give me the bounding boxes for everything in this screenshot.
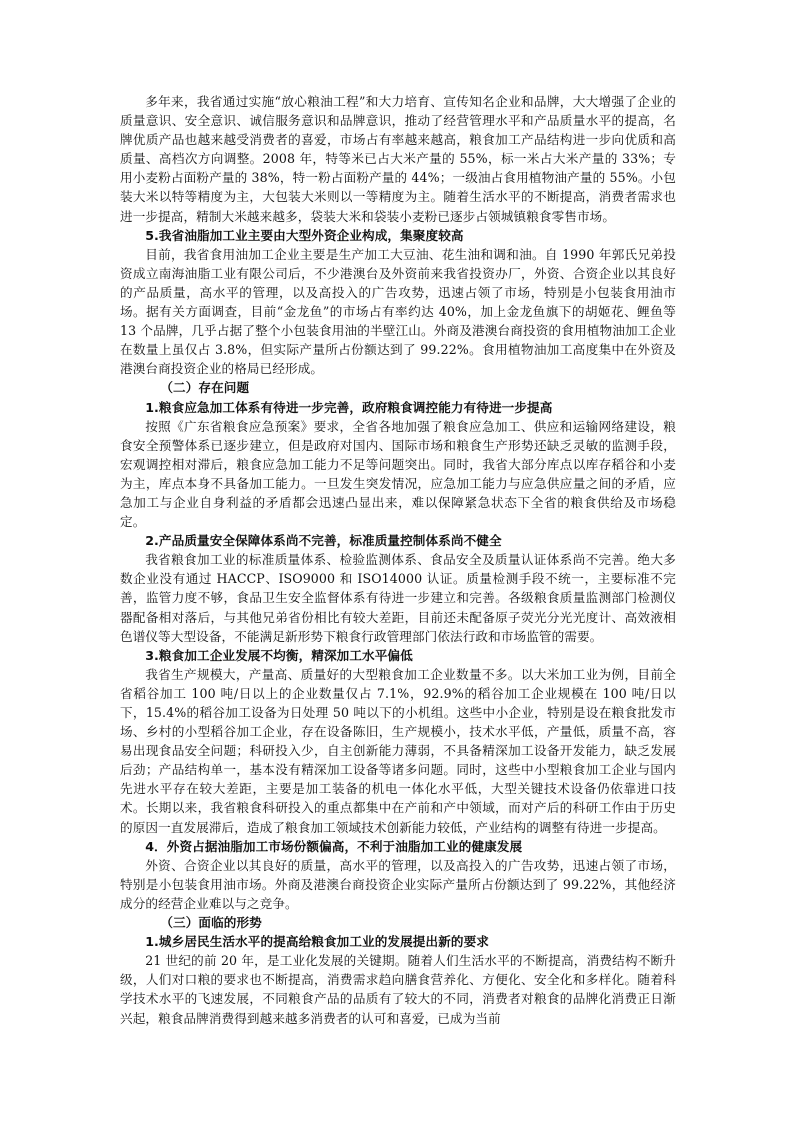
section-heading: 1.城乡居民生活水平的提高给粮食加工业的发展提出新的要求 [145, 934, 489, 950]
paragraph: 外资、合资企业以其良好的质量，高水平的管理，以及高投入的广告攻势，迅速占领了市场，特别是小包装食用油市场。外商及港澳台商投资企业实际产量所占份额达到了 99.22%，其他经济成分的经营企业难以与之竞争。 [120, 857, 676, 911]
section-heading: 2.产品质量安全保障体系尚不完善，标准质量控制体系尚不健全 [145, 533, 502, 549]
section-heading: 4．外资占据油脂加工市场份额偏高，不利于油脂加工业的健康发展 [145, 838, 523, 854]
paragraph: 我省粮食加工业的标准质量体系、检验监测体系、食品安全及质量认证体系尚不完善。绝大多数企业没有通过 HACCP、ISO9000 和 ISO14000 认证。质量检测手段不统一，主要标准不完善，监管力度不够，食品卫生安全监督体系有待进一步建立和完善。各级粮食质量监测部门检测仪器配备相对落后，与其他兄弟省份相比有较大差距，目前还未配备原子荧光分光光度计、高效液相色谱仪等大型设备，不能满足新形势下粮食行政管理部门依法行政和市场监管的需要。 [120, 552, 676, 644]
paragraph: 多年来，我省通过实施“放心粮油工程”和大力培育、宣传知名企业和品牌，大大增强了企业的质量意识、安全意识、诚信服务意识和品牌意识，推动了经营管理水平和产品质量水平的提高，名牌优质产品也越来越受消费者的喜爱，市场占有率越来越高，粮食加工产品结构进一步向优质和高质量、高档次方向调整。2008 年，特等米已占大米产量的 55%，标一米占大米产量的 33%；专用小麦粉占面粉产量的 38%，特一粉占面粉产量的 44%；一级油占食用植物油产量的 55%。小包装大米以特等精度为主，大包装大米则以一等精度为主。随着生活水平的不断提高，消费者需求也进一步提高，精制大米越来越多，袋装大米和袋装小麦粉已逐步占领城镇粮食零售市场。 [120, 94, 676, 224]
section-heading: 5.我省油脂加工业主要由大型外资企业构成，集聚度较高 [145, 227, 464, 243]
paragraph: 我省生产规模大，产量高、质量好的大型粮食加工企业数量不多。以大米加工业为例，目前全省稻谷加工 100 吨/日以上的企业数量仅占 7.1%，92.9%的稻谷加工企业规模在 100 吨/日以下，15.4%的稻谷加工设备为日处理 50 吨以下的小机组。这些中小企业，特别是设在粮食批发市场、乡村的小型稻谷加工企业，存在设备陈旧，生产规模小，技术水平低，产量低，质量不高，容易出现食品安全问题；科研投入少，自主创新能力薄弱，不具备精深加工设备开发能力，缺乏发展后劲；产品结构单一，基本没有精深加工设备等诸多问题。同时，这些中小型粮食加工企业与国内先进水平存在较大差距，主要是加工装备的机电一体化水平低，大型关键技术设备仍依靠进口技术。长期以来，我省粮食科研投入的重点都集中在产前和产中领域，而对产后的科研工作由于历史的原因一直发展滞后，造成了粮食加工领域技术创新能力较低，产业结构的调整有待进一步提高。 [120, 666, 676, 835]
chapter-heading: （二）存在问题 [160, 380, 250, 396]
paragraph: 21 世纪的前 20 年，是工业化发展的关键期。随着人们生活水平的不断提高，消费结构不断升级，人们对口粮的要求也不断提高，消费需求趋向膳食营养化、方便化、安全化和多样化。随着科学技术水平的飞速发展，不同粮食产品的品质有了较大的不同，消费者对粮食的品牌化消费正日渐兴起，粮食品牌消费得到越来越多消费者的认可和喜爱，已成为当前 [120, 953, 676, 1026]
chapter-heading: （三）面临的形势 [160, 915, 262, 931]
paragraph: 按照《广东省粮食应急预案》要求，全省各地加强了粮食应急加工、供应和运输网络建设，粮食安全预警体系已逐步建立，但是政府对国内、国际市场和粮食生产形势还缺乏灵敏的监测手段，宏观调控相对滞后，粮食应急加工能力不足等问题突出。同时，我省大部分库点以库存稻谷和小麦为主，库点本身不具备加工能力。一旦发生突发情况，应急加工能力与应急供应量之间的矛盾，应急加工与企业自身利益的矛盾都会迅速凸显出来，难以保障紧急状态下全省的粮食供给及市场稳定。 [120, 418, 676, 530]
document-page [120, 92, 676, 1028]
section-heading: 1.粮食应急加工体系有待进一步完善，政府粮食调控能力有待进一步提高 [145, 399, 553, 415]
paragraph: 目前，我省食用油加工企业主要是生产加工大豆油、花生油和调和油。自 1990 年郭氏兄弟投资成立南海油脂工业有限公司后，不少港澳台及外资前来我省投资办厂，外资、合资企业以其良好的产品质量，高水平的管理，以及高投入的广告攻势，迅速占领了市场，特别是小包装食用油市场。据有关方面调查，目前“金龙鱼”的市场占有率约达 40%，加上金龙鱼旗下的胡姬花、鲤鱼等 13 个品牌，几乎占据了整个小包装食用油的半壁江山。外商及港澳台商投资的食用植物油加工企业在数量上虽仅占 3.8%，但实际产量所占份额达到了 99.22%。食用植物油加工高度集中在外资及港澳台商投资企业的格局已经形成。 [120, 246, 676, 377]
section-heading: 3.粮食加工企业发展不均衡，精深加工水平偏低 [145, 647, 413, 663]
